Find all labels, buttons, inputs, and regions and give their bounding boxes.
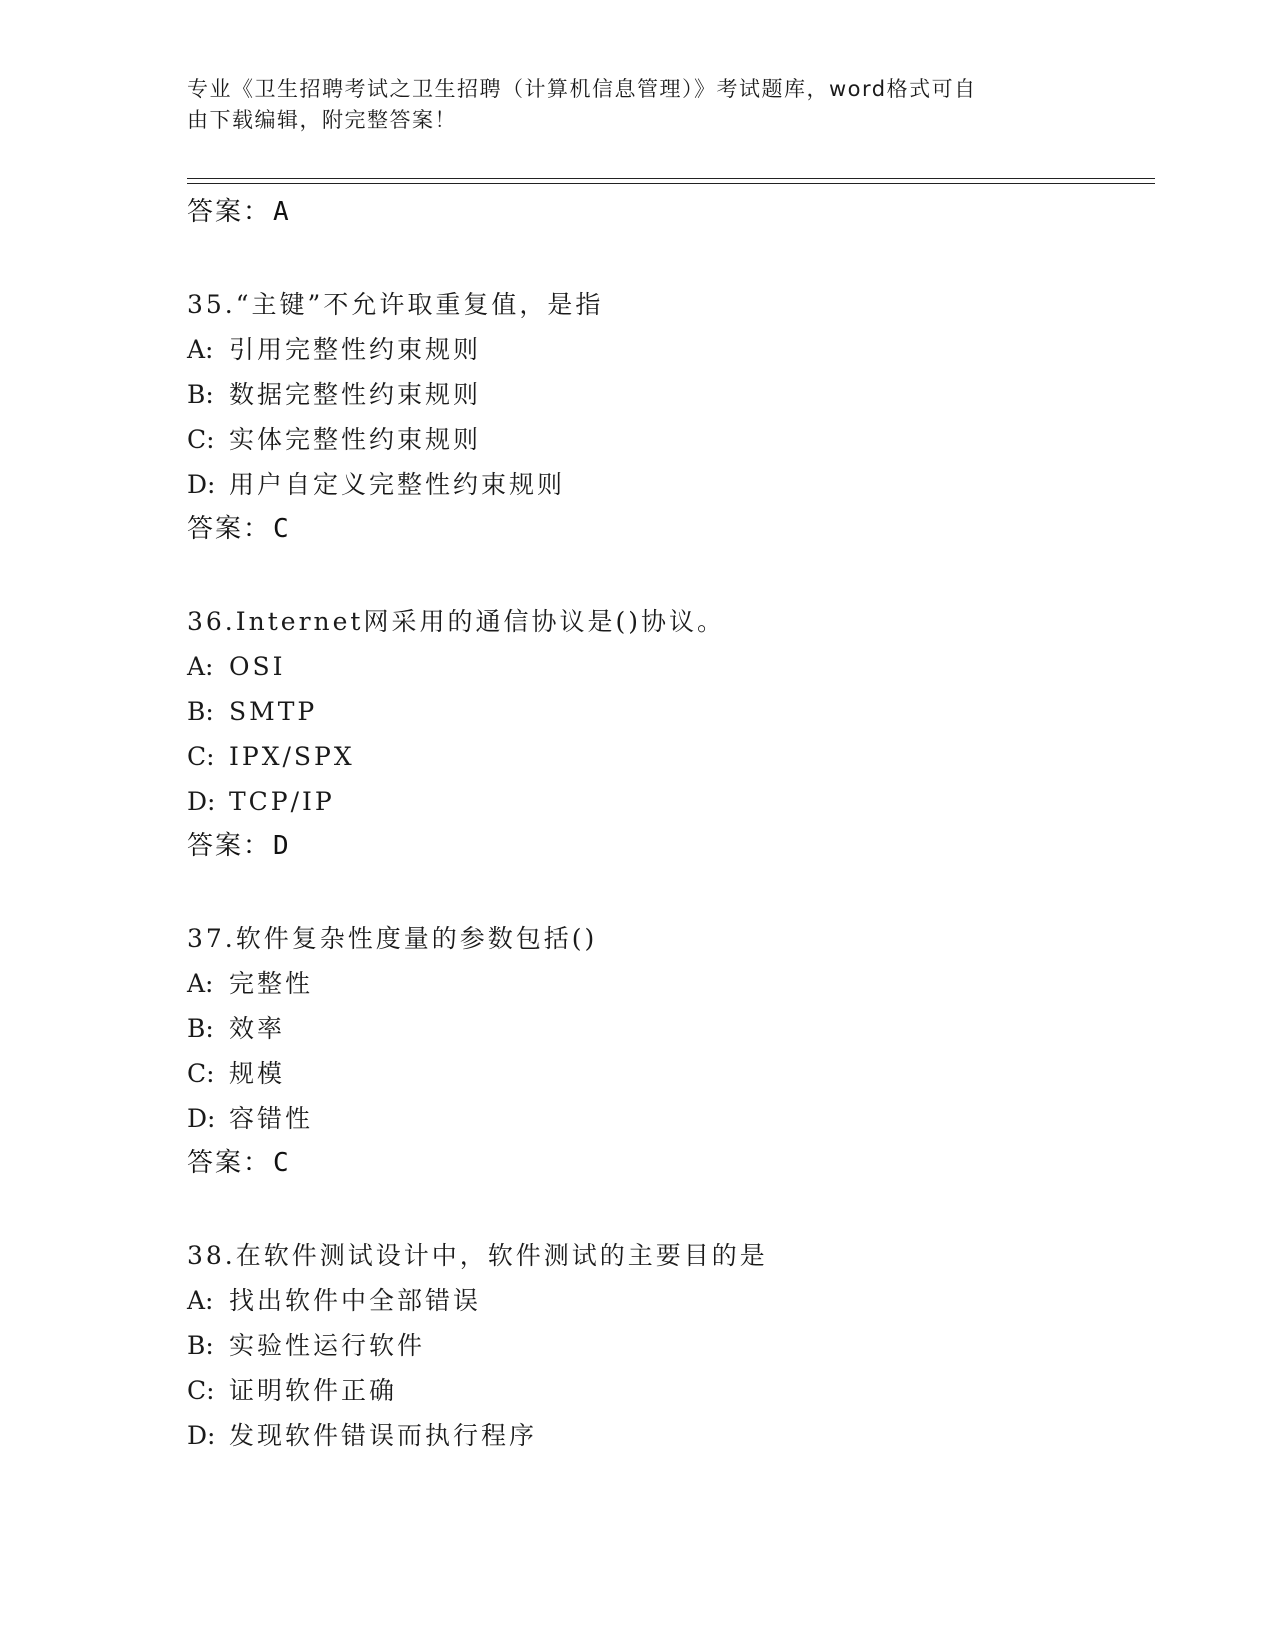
option-text: 引用完整性约束规则: [229, 335, 482, 364]
option-letter: D:: [187, 1104, 216, 1133]
option-a: [187, 327, 1155, 372]
option-letter: B:: [187, 1014, 214, 1043]
option-letter: D:: [187, 470, 216, 499]
answer-line: [187, 190, 1155, 234]
answer-value: C: [273, 514, 290, 544]
question-title: 37.软件复杂性度量的参数包括(): [187, 924, 598, 953]
option-b: [187, 372, 1155, 417]
page-header: [187, 74, 1067, 136]
option-letter: A:: [187, 652, 214, 681]
question-title: 38.在软件测试设计中，软件测试的主要目的是: [187, 1241, 768, 1270]
option-text: 实验性运行软件: [229, 1331, 426, 1360]
option-text: 发现软件错误而执行程序: [229, 1421, 538, 1450]
option-a: [187, 644, 1155, 689]
option-d: [187, 1096, 1155, 1141]
answer-label: 答案：: [187, 197, 272, 227]
option-text: SMTP: [229, 697, 318, 726]
option-text: 效率: [229, 1014, 286, 1043]
option-letter: C:: [187, 1376, 215, 1405]
header-line-1: 专业《卫生招聘考试之卫生招聘（计算机信息管理）》考试题库，word格式可自: [187, 77, 977, 101]
question-title: 35.“主键”不允许取重复值，是指: [187, 290, 604, 319]
question-38: [187, 1233, 1155, 1458]
answer-label: 答案：: [187, 514, 272, 544]
option-letter: D:: [187, 1421, 216, 1450]
option-letter: C:: [187, 425, 215, 454]
option-text: 证明软件正确: [229, 1376, 398, 1405]
option-text: 找出软件中全部错误: [229, 1286, 482, 1315]
option-text: 用户自定义完整性约束规则: [229, 470, 566, 499]
option-d: [187, 462, 1155, 507]
answer-line: [187, 507, 1155, 551]
option-d: [187, 779, 1155, 824]
option-a: [187, 961, 1155, 1006]
header-line-2: 由下载编辑，附完整答案！: [187, 108, 457, 132]
option-b: [187, 1006, 1155, 1051]
question-title: 36.Internet网采用的通信协议是()协议。: [187, 607, 725, 636]
option-text: 容错性: [229, 1104, 314, 1133]
option-c: [187, 734, 1155, 779]
answer-value: A: [273, 197, 290, 227]
option-letter: C:: [187, 1059, 215, 1088]
option-letter: A:: [187, 969, 214, 998]
option-c: [187, 1051, 1155, 1096]
question-37: [187, 916, 1155, 1141]
option-letter: A:: [187, 1286, 214, 1315]
question-list: [187, 190, 1155, 1458]
option-b: [187, 1323, 1155, 1368]
option-a: [187, 1278, 1155, 1323]
option-letter: D:: [187, 787, 216, 816]
option-letter: B:: [187, 1331, 214, 1360]
answer-label: 答案：: [187, 1148, 272, 1178]
option-text: 完整性: [229, 969, 314, 998]
option-text: OSI: [229, 652, 286, 681]
option-text: IPX/SPX: [229, 742, 355, 771]
question-35: [187, 282, 1155, 507]
option-letter: B:: [187, 380, 214, 409]
answer-line: [187, 1141, 1155, 1185]
answer-value: C: [273, 1148, 290, 1178]
option-letter: B:: [187, 697, 214, 726]
question-36: [187, 599, 1155, 824]
option-text: 数据完整性约束规则: [229, 380, 482, 409]
option-text: 实体完整性约束规则: [229, 425, 482, 454]
answer-label: 答案：: [187, 831, 272, 861]
option-c: [187, 417, 1155, 462]
answer-line: [187, 824, 1155, 868]
option-letter: A:: [187, 335, 214, 364]
option-d: [187, 1413, 1155, 1458]
answer-value: D: [273, 831, 290, 861]
option-text: 规模: [229, 1059, 286, 1088]
option-text: TCP/IP: [229, 787, 335, 816]
header-divider: [187, 178, 1155, 184]
option-c: [187, 1368, 1155, 1413]
option-b: [187, 689, 1155, 734]
option-letter: C:: [187, 742, 215, 771]
